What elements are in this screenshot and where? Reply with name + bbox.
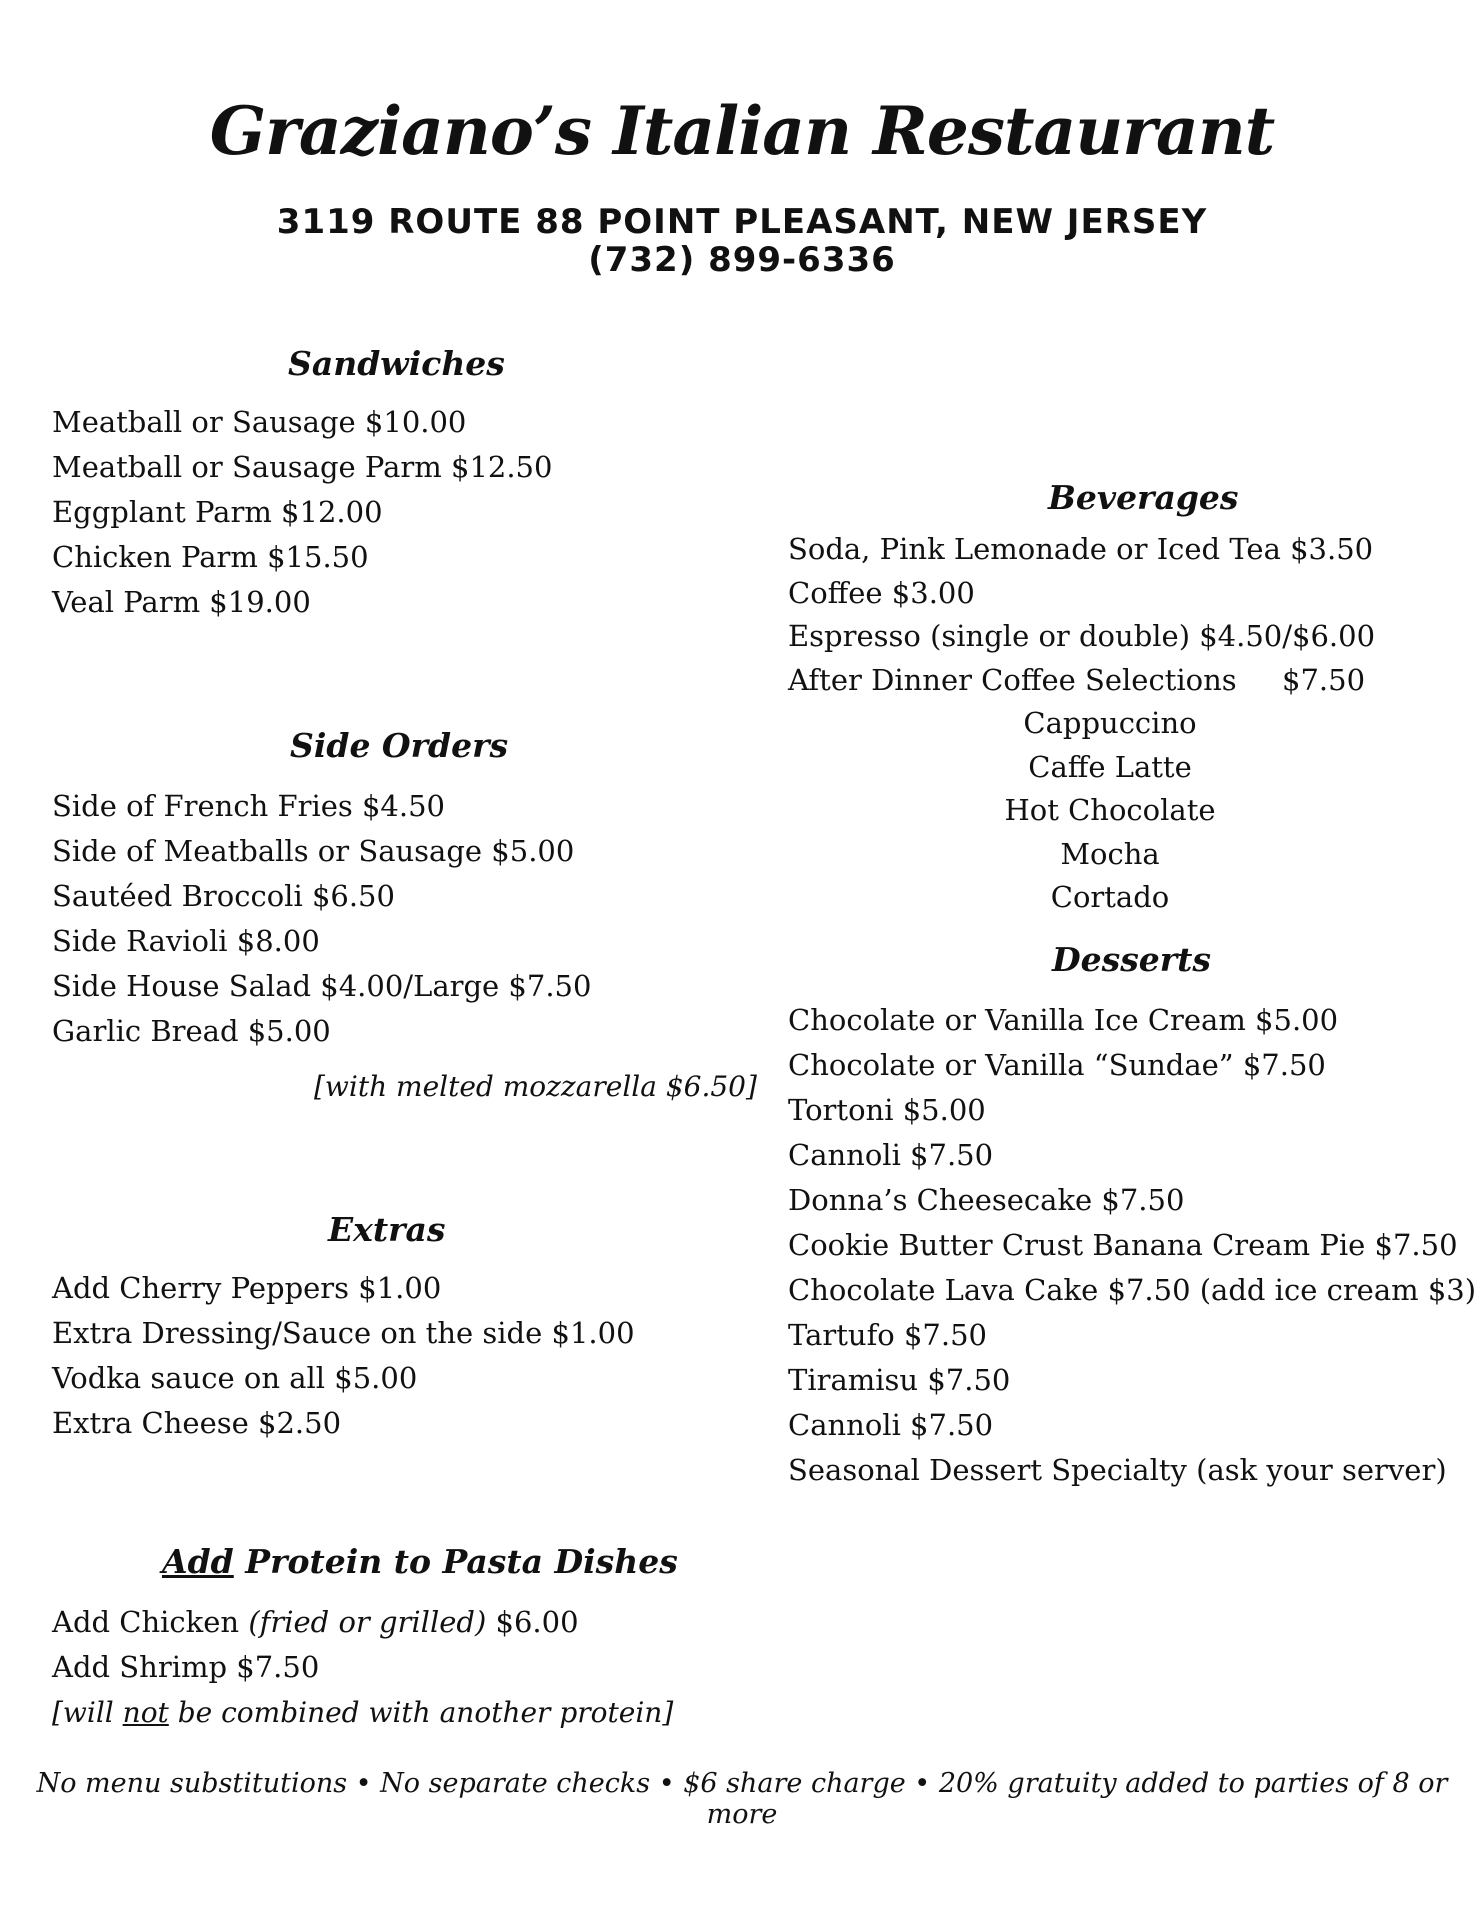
side-orders-heading: Side Orders — [290, 726, 509, 765]
restaurant-title: Graziano’s Italian Restaurant — [209, 92, 1275, 170]
list-item: Chocolate or Vanilla “Sundae” $7.50 — [788, 1048, 1326, 1082]
protein-note-a: [will — [52, 1696, 123, 1729]
list-item: Cappuccino — [1023, 706, 1197, 740]
extras-heading: Extras — [328, 1210, 446, 1249]
list-item: Tiramisu $7.50 — [788, 1363, 1011, 1397]
protein-heading — [162, 1542, 678, 1581]
list-item: Add Shrimp $7.50 — [52, 1650, 320, 1684]
after-dinner-price: $7.50 — [1282, 662, 1366, 697]
sandwiches-list — [52, 400, 552, 625]
desserts-heading: Desserts — [1052, 940, 1211, 979]
garlic-bread-note: [with melted mozzarella $6.50] — [314, 1070, 757, 1103]
list-item: Chocolate Lava Cake $7.50 (add ice cream $3) — [788, 1273, 1477, 1307]
protein-note — [52, 1690, 673, 1735]
chicken-style: (fried or grilled) — [248, 1605, 487, 1639]
add-chicken-price: $6.00 — [486, 1605, 579, 1639]
restaurant-address: 3119 ROUTE 88 POINT PLEASANT, NEW JERSEY — [276, 202, 1208, 242]
list-item: Tartufo $7.50 — [788, 1318, 988, 1352]
protein-note-not: not — [122, 1696, 169, 1729]
beverages-heading: Beverages — [1048, 478, 1239, 517]
list-item: Extra Dressing/Sauce on the side $1.00 — [52, 1316, 635, 1350]
list-item: Seasonal Dessert Specialty (ask your server) — [788, 1453, 1447, 1487]
sandwiches-heading: Sandwiches — [288, 344, 505, 383]
list-item: Chicken Parm $15.50 — [52, 540, 369, 574]
list-item: Donna’s Cheesecake $7.50 — [788, 1183, 1185, 1217]
add-chicken-label: Add Chicken — [52, 1605, 249, 1639]
extras-list — [52, 1266, 635, 1446]
list-item: Mocha — [1060, 836, 1160, 871]
list-item: Cookie Butter Crust Banana Cream Pie $7.50 — [788, 1228, 1458, 1262]
list-item: Vodka sauce on all $5.00 — [52, 1361, 418, 1395]
after-dinner-label: After Dinner Coffee Selections — [788, 662, 1237, 697]
list-item: Meatball or Sausage Parm $12.50 — [52, 450, 553, 484]
list-item: Side House Salad $4.00/Large $7.50 — [52, 969, 592, 1003]
restaurant-phone: (732) 899-6336 — [588, 240, 896, 280]
list-item: Soda, Pink Lemonade or Iced Tea $3.50 — [788, 532, 1374, 566]
desserts-list — [788, 998, 1476, 1493]
list-item: Tortoni $5.00 — [788, 1093, 986, 1127]
protein-list — [52, 1600, 673, 1735]
list-item: Garlic Bread $5.00 — [52, 1014, 331, 1048]
list-item: Hot Chocolate — [1004, 793, 1216, 827]
list-item: Cannoli $7.50 — [788, 1138, 994, 1172]
side-orders-list — [52, 784, 591, 1054]
coffee-selections-list — [900, 702, 1320, 920]
list-item: Side of Meatballs or Sausage $5.00 — [52, 834, 575, 868]
protein-note-b: be combined with another protein] — [168, 1696, 674, 1729]
beverages-list — [788, 528, 1375, 702]
list-item: Coffee $3.00 — [788, 575, 975, 610]
list-item: Cannoli $7.50 — [788, 1408, 994, 1442]
list-item: Veal Parm $19.00 — [52, 585, 311, 619]
protein-heading-rest: Protein to Pasta Dishes — [233, 1542, 678, 1581]
list-item: Meatball or Sausage $10.00 — [52, 405, 467, 439]
list-item: Caffe Latte — [1028, 749, 1192, 784]
menu-policies-footer: No menu substitutions • No separate checks • $6 share charge • 20% gratuity added to parties of 8 or more — [36, 1768, 1448, 1830]
list-item — [52, 1600, 673, 1645]
list-item — [788, 659, 1366, 703]
list-item: Espresso (single or double) $4.50/$6.00 — [788, 619, 1376, 653]
list-item: Chocolate or Vanilla Ice Cream $5.00 — [788, 1003, 1339, 1037]
list-item: Extra Cheese $2.50 — [52, 1406, 342, 1440]
list-item: Cortado — [1050, 880, 1170, 914]
list-item: Add Cherry Peppers $1.00 — [52, 1271, 442, 1305]
list-item: Eggplant Parm $12.00 — [52, 495, 383, 529]
list-item: Sautéed Broccoli $6.50 — [52, 879, 395, 913]
list-item: Side of French Fries $4.50 — [52, 789, 446, 823]
list-item: Side Ravioli $8.00 — [52, 924, 320, 958]
protein-heading-add: Add — [162, 1542, 234, 1581]
